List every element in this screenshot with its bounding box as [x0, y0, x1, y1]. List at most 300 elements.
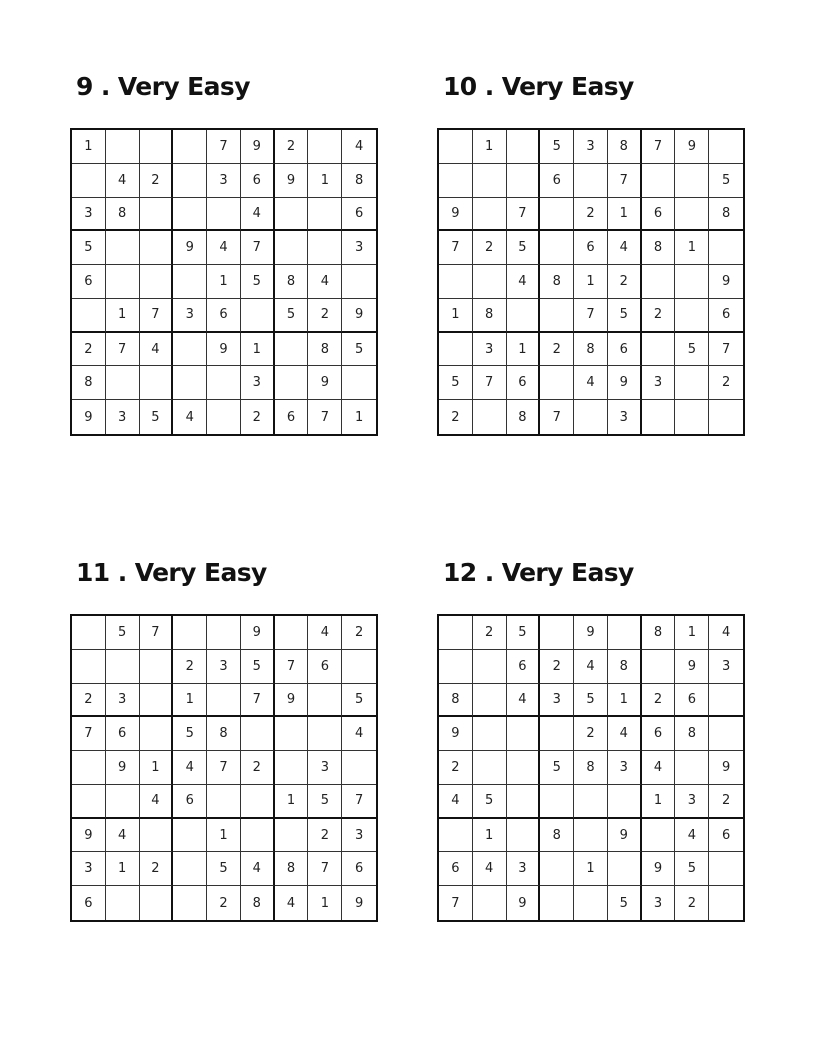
- sudoku-cell: [241, 717, 275, 751]
- sudoku-cell: 6: [207, 299, 241, 333]
- sudoku-cell: [507, 717, 541, 751]
- sudoku-cell: 9: [709, 751, 743, 785]
- sudoku-cell: 2: [540, 333, 574, 367]
- sudoku-cell: 4: [275, 886, 309, 920]
- sudoku-cell: 3: [207, 164, 241, 198]
- sudoku-cell: [642, 333, 676, 367]
- sudoku-cell: 6: [642, 198, 676, 232]
- sudoku-cell: [308, 717, 342, 751]
- sudoku-cell: [675, 164, 709, 198]
- sudoku-cell: [675, 198, 709, 232]
- sudoku-cell: 3: [608, 400, 642, 434]
- sudoku-cell: 8: [106, 198, 140, 232]
- sudoku-cell: 1: [308, 164, 342, 198]
- sudoku-cell: 1: [675, 616, 709, 650]
- sudoku-cell: 8: [608, 650, 642, 684]
- sudoku-cell: 9: [308, 366, 342, 400]
- sudoku-cell: [72, 785, 106, 819]
- sudoku-cell: 8: [642, 616, 676, 650]
- sudoku-cell: [275, 819, 309, 853]
- sudoku-cell: [675, 751, 709, 785]
- sudoku-cell: [275, 717, 309, 751]
- sudoku-cell: [342, 265, 376, 299]
- sudoku-cell: 7: [439, 886, 473, 920]
- sudoku-cell: 5: [608, 886, 642, 920]
- sudoku-cell: 4: [574, 650, 608, 684]
- sudoku-cell: [207, 785, 241, 819]
- sudoku-cell: 9: [642, 852, 676, 886]
- sudoku-cell: [642, 819, 676, 853]
- sudoku-cell: 6: [574, 231, 608, 265]
- sudoku-cell: [473, 164, 507, 198]
- sudoku-cell: 8: [241, 886, 275, 920]
- sudoku-grid: [437, 128, 745, 436]
- sudoku-cell: 6: [342, 852, 376, 886]
- sudoku-cell: 7: [308, 400, 342, 434]
- sudoku-cell: 8: [275, 265, 309, 299]
- puzzle-title: 11 . Very Easy: [76, 558, 267, 587]
- sudoku-cell: 4: [642, 751, 676, 785]
- sudoku-cell: 1: [140, 751, 174, 785]
- sudoku-cell: [709, 886, 743, 920]
- sudoku-cell: 9: [207, 333, 241, 367]
- sudoku-cell: 6: [540, 164, 574, 198]
- sudoku-cell: 2: [140, 852, 174, 886]
- sudoku-cell: 7: [241, 231, 275, 265]
- sudoku-cell: [173, 366, 207, 400]
- sudoku-cell: [173, 616, 207, 650]
- sudoku-cell: 4: [308, 265, 342, 299]
- sudoku-cell: 9: [275, 164, 309, 198]
- sudoku-cell: 3: [540, 684, 574, 718]
- sudoku-cell: 7: [72, 717, 106, 751]
- sudoku-cell: 7: [608, 164, 642, 198]
- sudoku-cell: [342, 751, 376, 785]
- sudoku-cell: [709, 400, 743, 434]
- sudoku-cell: 8: [574, 751, 608, 785]
- puzzle-title: 12 . Very Easy: [443, 558, 634, 587]
- sudoku-cell: 2: [207, 886, 241, 920]
- sudoku-cell: [574, 164, 608, 198]
- sudoku-cell: 8: [439, 684, 473, 718]
- sudoku-cell: 7: [473, 366, 507, 400]
- sudoku-cell: 7: [241, 684, 275, 718]
- sudoku-cell: [140, 130, 174, 164]
- sudoku-cell: 2: [439, 751, 473, 785]
- puzzle-title: 10 . Very Easy: [443, 72, 634, 101]
- sudoku-cell: [473, 751, 507, 785]
- sudoku-cell: 4: [507, 265, 541, 299]
- sudoku-cell: [106, 886, 140, 920]
- sudoku-cell: [241, 299, 275, 333]
- sudoku-cell: [574, 819, 608, 853]
- sudoku-grid: [70, 128, 378, 436]
- sudoku-cell: [540, 198, 574, 232]
- sudoku-cell: 7: [207, 130, 241, 164]
- sudoku-cell: 5: [241, 265, 275, 299]
- sudoku-cell: 9: [439, 198, 473, 232]
- sudoku-cell: 5: [540, 751, 574, 785]
- sudoku-cell: 7: [140, 616, 174, 650]
- sudoku-cell: [308, 684, 342, 718]
- sudoku-cell: [275, 751, 309, 785]
- sudoku-cell: [140, 366, 174, 400]
- sudoku-cell: 2: [642, 299, 676, 333]
- sudoku-cell: 5: [173, 717, 207, 751]
- sudoku-cell: [709, 684, 743, 718]
- sudoku-cell: [642, 265, 676, 299]
- sudoku-cell: [473, 650, 507, 684]
- sudoku-cell: [507, 130, 541, 164]
- sudoku-cell: 2: [439, 400, 473, 434]
- sudoku-cell: 8: [540, 265, 574, 299]
- sudoku-cell: [507, 785, 541, 819]
- sudoku-cell: 1: [473, 819, 507, 853]
- sudoku-cell: 6: [173, 785, 207, 819]
- sudoku-cell: 5: [675, 333, 709, 367]
- sudoku-cell: 9: [439, 717, 473, 751]
- sudoku-cell: [106, 231, 140, 265]
- sudoku-cell: 4: [675, 819, 709, 853]
- sudoku-cell: [473, 265, 507, 299]
- sudoku-cell: 2: [540, 650, 574, 684]
- sudoku-cell: [140, 650, 174, 684]
- sudoku-cell: 8: [72, 366, 106, 400]
- sudoku-cell: 3: [675, 785, 709, 819]
- sudoku-cell: 3: [72, 852, 106, 886]
- sudoku-cell: 2: [308, 819, 342, 853]
- sudoku-cell: [308, 130, 342, 164]
- sudoku-cell: [106, 785, 140, 819]
- sudoku-grid: [437, 614, 745, 922]
- sudoku-cell: [72, 650, 106, 684]
- sudoku-cell: [439, 650, 473, 684]
- sudoku-cell: [540, 852, 574, 886]
- sudoku-cell: 6: [72, 886, 106, 920]
- sudoku-cell: 9: [275, 684, 309, 718]
- sudoku-cell: [207, 616, 241, 650]
- sudoku-cell: 1: [439, 299, 473, 333]
- sudoku-cell: [507, 164, 541, 198]
- sudoku-cell: [439, 265, 473, 299]
- sudoku-cell: 2: [675, 886, 709, 920]
- sudoku-cell: [507, 751, 541, 785]
- sudoku-cell: [173, 819, 207, 853]
- sudoku-cell: [173, 164, 207, 198]
- sudoku-cell: [241, 819, 275, 853]
- sudoku-cell: [275, 366, 309, 400]
- sudoku-cell: [173, 198, 207, 232]
- sudoku-cell: 2: [574, 717, 608, 751]
- sudoku-cell: 8: [275, 852, 309, 886]
- sudoku-cell: 3: [106, 684, 140, 718]
- sudoku-cell: 4: [140, 333, 174, 367]
- sudoku-cell: 8: [642, 231, 676, 265]
- sudoku-cell: [709, 231, 743, 265]
- sudoku-grid: [70, 614, 378, 922]
- sudoku-cell: [207, 198, 241, 232]
- sudoku-cell: 8: [675, 717, 709, 751]
- sudoku-cell: [275, 198, 309, 232]
- sudoku-cell: [574, 400, 608, 434]
- sudoku-cell: [439, 819, 473, 853]
- sudoku-cell: 6: [608, 333, 642, 367]
- sudoku-cell: 6: [342, 198, 376, 232]
- sudoku-cell: [140, 231, 174, 265]
- sudoku-cell: [473, 886, 507, 920]
- sudoku-cell: 5: [675, 852, 709, 886]
- sudoku-cell: [642, 650, 676, 684]
- sudoku-cell: [540, 616, 574, 650]
- sudoku-cell: 3: [709, 650, 743, 684]
- sudoku-cell: 6: [72, 265, 106, 299]
- sudoku-cell: 4: [439, 785, 473, 819]
- sudoku-cell: 4: [241, 198, 275, 232]
- sudoku-cell: 5: [540, 130, 574, 164]
- sudoku-cell: 7: [540, 400, 574, 434]
- sudoku-cell: [709, 130, 743, 164]
- sudoku-cell: 2: [709, 366, 743, 400]
- sudoku-cell: 3: [207, 650, 241, 684]
- sudoku-cell: 8: [507, 400, 541, 434]
- sudoku-cell: [507, 299, 541, 333]
- sudoku-cell: [709, 717, 743, 751]
- sudoku-cell: [574, 785, 608, 819]
- sudoku-cell: [342, 650, 376, 684]
- sudoku-cell: 8: [540, 819, 574, 853]
- sudoku-cell: 7: [106, 333, 140, 367]
- sudoku-cell: 2: [241, 400, 275, 434]
- sudoku-cell: [540, 717, 574, 751]
- sudoku-cell: 9: [173, 231, 207, 265]
- sudoku-cell: 6: [275, 400, 309, 434]
- sudoku-cell: 3: [574, 130, 608, 164]
- sudoku-cell: 5: [308, 785, 342, 819]
- sudoku-cell: 5: [439, 366, 473, 400]
- sudoku-cell: 1: [106, 299, 140, 333]
- sudoku-cell: 9: [507, 886, 541, 920]
- sudoku-cell: [608, 852, 642, 886]
- sudoku-cell: 5: [709, 164, 743, 198]
- sudoku-cell: 6: [642, 717, 676, 751]
- sudoku-cell: 4: [342, 130, 376, 164]
- sudoku-cell: [709, 852, 743, 886]
- sudoku-cell: 6: [439, 852, 473, 886]
- sudoku-cell: [72, 616, 106, 650]
- sudoku-cell: 4: [241, 852, 275, 886]
- sudoku-cell: [540, 785, 574, 819]
- sudoku-cell: 4: [342, 717, 376, 751]
- sudoku-cell: 9: [675, 650, 709, 684]
- sudoku-cell: 5: [574, 684, 608, 718]
- sudoku-cell: 4: [106, 819, 140, 853]
- sudoku-cell: [540, 231, 574, 265]
- sudoku-cell: 4: [106, 164, 140, 198]
- sudoku-cell: 6: [709, 819, 743, 853]
- sudoku-cell: 1: [241, 333, 275, 367]
- sudoku-cell: 2: [342, 616, 376, 650]
- sudoku-cell: [140, 198, 174, 232]
- sudoku-cell: 6: [709, 299, 743, 333]
- sudoku-cell: 4: [507, 684, 541, 718]
- sudoku-cell: 3: [342, 819, 376, 853]
- sudoku-cell: 1: [675, 231, 709, 265]
- sudoku-cell: 4: [574, 366, 608, 400]
- sudoku-cell: 5: [207, 852, 241, 886]
- sudoku-cell: 5: [507, 231, 541, 265]
- sudoku-cell: 3: [173, 299, 207, 333]
- sudoku-cell: 3: [507, 852, 541, 886]
- sudoku-cell: 3: [72, 198, 106, 232]
- sudoku-cell: [342, 366, 376, 400]
- sudoku-cell: 7: [342, 785, 376, 819]
- sudoku-cell: [574, 886, 608, 920]
- sudoku-cell: [106, 366, 140, 400]
- sudoku-cell: [439, 164, 473, 198]
- sudoku-cell: 4: [709, 616, 743, 650]
- sudoku-cell: 6: [308, 650, 342, 684]
- sudoku-cell: 4: [308, 616, 342, 650]
- sudoku-cell: [675, 265, 709, 299]
- sudoku-cell: 7: [308, 852, 342, 886]
- sudoku-cell: 1: [473, 130, 507, 164]
- sudoku-cell: [72, 164, 106, 198]
- sudoku-cell: 3: [473, 333, 507, 367]
- sudoku-cell: 6: [507, 366, 541, 400]
- sudoku-cell: 7: [709, 333, 743, 367]
- sudoku-cell: [173, 852, 207, 886]
- sudoku-cell: [540, 886, 574, 920]
- sudoku-cell: 2: [140, 164, 174, 198]
- sudoku-cell: [439, 333, 473, 367]
- sudoku-cell: 9: [342, 299, 376, 333]
- sudoku-cell: [106, 650, 140, 684]
- sudoku-cell: 3: [642, 366, 676, 400]
- sudoku-cell: 4: [608, 717, 642, 751]
- sudoku-cell: 3: [308, 751, 342, 785]
- sudoku-cell: 1: [608, 198, 642, 232]
- sudoku-cell: 3: [241, 366, 275, 400]
- sudoku-cell: 6: [507, 650, 541, 684]
- sudoku-cell: 4: [473, 852, 507, 886]
- sudoku-cell: 1: [608, 684, 642, 718]
- sudoku-cell: 8: [574, 333, 608, 367]
- sudoku-cell: 6: [241, 164, 275, 198]
- sudoku-cell: 3: [642, 886, 676, 920]
- sudoku-cell: [642, 164, 676, 198]
- sudoku-cell: 9: [574, 616, 608, 650]
- sudoku-cell: 4: [173, 751, 207, 785]
- sudoku-cell: 1: [207, 265, 241, 299]
- sudoku-cell: 4: [207, 231, 241, 265]
- sudoku-cell: 4: [173, 400, 207, 434]
- sudoku-cell: 7: [140, 299, 174, 333]
- sudoku-cell: [675, 400, 709, 434]
- sudoku-cell: [540, 299, 574, 333]
- sudoku-cell: [540, 366, 574, 400]
- sudoku-cell: 5: [140, 400, 174, 434]
- sudoku-cell: 8: [709, 198, 743, 232]
- sudoku-cell: [140, 886, 174, 920]
- sudoku-cell: 1: [642, 785, 676, 819]
- sudoku-cell: [140, 684, 174, 718]
- sudoku-cell: 1: [354, 409, 364, 425]
- sudoku-cell: [207, 400, 241, 434]
- sudoku-cell: [173, 130, 207, 164]
- sudoku-cell: 9: [675, 130, 709, 164]
- sudoku-cell: 1: [207, 819, 241, 853]
- sudoku-cell: [439, 130, 473, 164]
- sudoku-cell: [507, 819, 541, 853]
- sudoku-cell: 8: [473, 299, 507, 333]
- sudoku-cell: 9: [608, 819, 642, 853]
- sudoku-cell: 5: [275, 299, 309, 333]
- sudoku-cell: [173, 333, 207, 367]
- sudoku-cell: 9: [241, 616, 275, 650]
- sudoku-cell: [473, 198, 507, 232]
- sudoku-cell: 8: [342, 164, 376, 198]
- sudoku-cell: 7: [207, 751, 241, 785]
- sudoku-cell: 5: [507, 616, 541, 650]
- sudoku-cell: 5: [72, 231, 106, 265]
- sudoku-cell: 3: [608, 751, 642, 785]
- sudoku-cell: [106, 130, 140, 164]
- sudoku-cell: 5: [241, 650, 275, 684]
- sudoku-cell: 1: [72, 130, 106, 164]
- sudoku-cell: 2: [642, 684, 676, 718]
- sudoku-cell: 1: [308, 886, 342, 920]
- sudoku-cell: 5: [342, 333, 376, 367]
- sudoku-cell: 7: [275, 650, 309, 684]
- sudoku-cell: [675, 299, 709, 333]
- sudoku-cell: 7: [507, 198, 541, 232]
- sudoku-cell: 2: [608, 265, 642, 299]
- sudoku-cell: 7: [574, 299, 608, 333]
- sudoku-cell: 3: [342, 231, 376, 265]
- sudoku-cell: [72, 751, 106, 785]
- sudoku-cell: 1: [106, 852, 140, 886]
- sudoku-cell: 2: [574, 198, 608, 232]
- sudoku-cell: 6: [106, 717, 140, 751]
- sudoku-cell: [473, 717, 507, 751]
- sudoku-cell: 2: [72, 684, 106, 718]
- sudoku-cell: [275, 616, 309, 650]
- sudoku-cell: [241, 785, 275, 819]
- sudoku-cell: 9: [608, 366, 642, 400]
- sudoku-cell: [439, 616, 473, 650]
- sudoku-cell: [140, 819, 174, 853]
- sudoku-cell: [473, 684, 507, 718]
- sudoku-cell: 4: [140, 785, 174, 819]
- sudoku-cell: [72, 299, 106, 333]
- sudoku-cell: 5: [342, 684, 376, 718]
- sudoku-cell: 2: [709, 785, 743, 819]
- sudoku-cell: 3: [106, 400, 140, 434]
- sudoku-cell: [608, 616, 642, 650]
- sudoku-cell: 5: [106, 616, 140, 650]
- sudoku-cell: [207, 684, 241, 718]
- sudoku-cell: 8: [207, 717, 241, 751]
- sudoku-cell: [675, 366, 709, 400]
- sudoku-cell: [140, 717, 174, 751]
- sudoku-cell: [642, 400, 676, 434]
- sudoku-cell: 1: [574, 265, 608, 299]
- sudoku-cell: 7: [642, 130, 676, 164]
- sudoku-cell: 5: [608, 299, 642, 333]
- sudoku-cell: 1: [173, 684, 207, 718]
- sudoku-cell: 9: [106, 751, 140, 785]
- sudoku-cell: 7: [439, 231, 473, 265]
